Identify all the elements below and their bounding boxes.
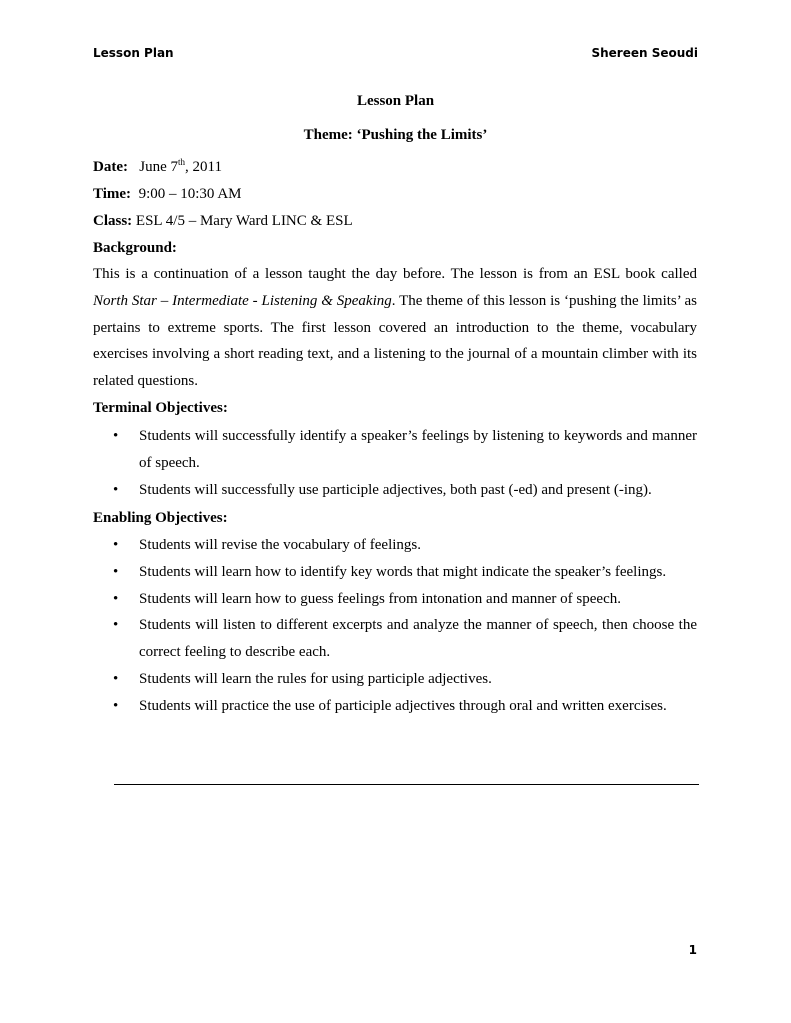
enabling-objectives-list — [93, 532, 697, 720]
class-value: ESL 4/5 – Mary Ward LINC & ESL — [135, 213, 353, 229]
list-item: • Students will successfully use participle adjectives, both past (-ed) and present (-ing). — [93, 477, 697, 504]
bullet-icon: • — [113, 537, 119, 553]
theme-title: Theme: ‘Pushing the Limits’ — [303, 127, 488, 143]
terminal-objectives-list — [93, 423, 697, 503]
bullet-icon: • — [113, 590, 119, 607]
background-paragraph: This is a continuation of a lesson taught the day before. The lesson is from an ESL book called North Star – Intermediate - Listening & Speaking. The theme of this lesson is ‘pushing the limits’ as pertains to extreme sports. The first lesson covered an introduction to the theme, vocabulary exercises involving a short reading text, and a listening to the journal of a mountain climber with its related questions. — [93, 266, 698, 390]
class-line — [93, 213, 353, 230]
running-header-left: Lesson Plan — [93, 46, 174, 60]
date-line — [93, 159, 222, 176]
list-item: • Students will listen to different excerpts and analyze the manner of speech, then choose the correct feeling to describe each. — [93, 612, 697, 666]
bullet-icon: • — [113, 617, 119, 634]
time-label: Time: — [93, 186, 132, 202]
page-number: 1 — [688, 943, 697, 957]
list-item: • Students will successfully identify a speaker’s feelings by listening to keywords and manner of speech. — [93, 423, 697, 477]
terminal-objectives-heading: Terminal Objectives: — [93, 400, 228, 416]
book-title: North Star – Intermediate - Listening & Speaking — [93, 292, 392, 309]
date-value: June 7th, 2011 — [139, 157, 222, 175]
list-item: • Students will learn how to identify key words that might indicate the speaker’s feelings. — [93, 559, 697, 586]
footer-divider — [114, 784, 699, 785]
bullet-icon: • — [113, 481, 119, 498]
running-header-right: Shereen Seoudi — [591, 46, 698, 60]
list-item: • Students will practice the use of participle adjectives through oral and written exercises. — [93, 693, 697, 720]
background-heading: Background: — [93, 240, 177, 256]
class-label: Class: — [93, 213, 133, 229]
bullet-icon: • — [113, 428, 119, 444]
bullet-icon: • — [113, 670, 119, 687]
time-value: 9:00 – 10:30 AM — [138, 186, 242, 202]
enabling-objectives-heading: Enabling Objectives: — [93, 510, 228, 526]
list-item: • Students will revise the vocabulary of feelings. — [93, 532, 697, 559]
bullet-icon: • — [113, 697, 119, 714]
bullet-icon: • — [113, 563, 119, 580]
date-label: Date: — [93, 159, 128, 175]
time-line — [93, 186, 242, 203]
list-item: • Students will learn the rules for using participle adjectives. — [93, 666, 697, 693]
document-title: Lesson Plan — [356, 93, 435, 109]
list-item: • Students will learn how to guess feelings from intonation and manner of speech. — [93, 586, 697, 613]
